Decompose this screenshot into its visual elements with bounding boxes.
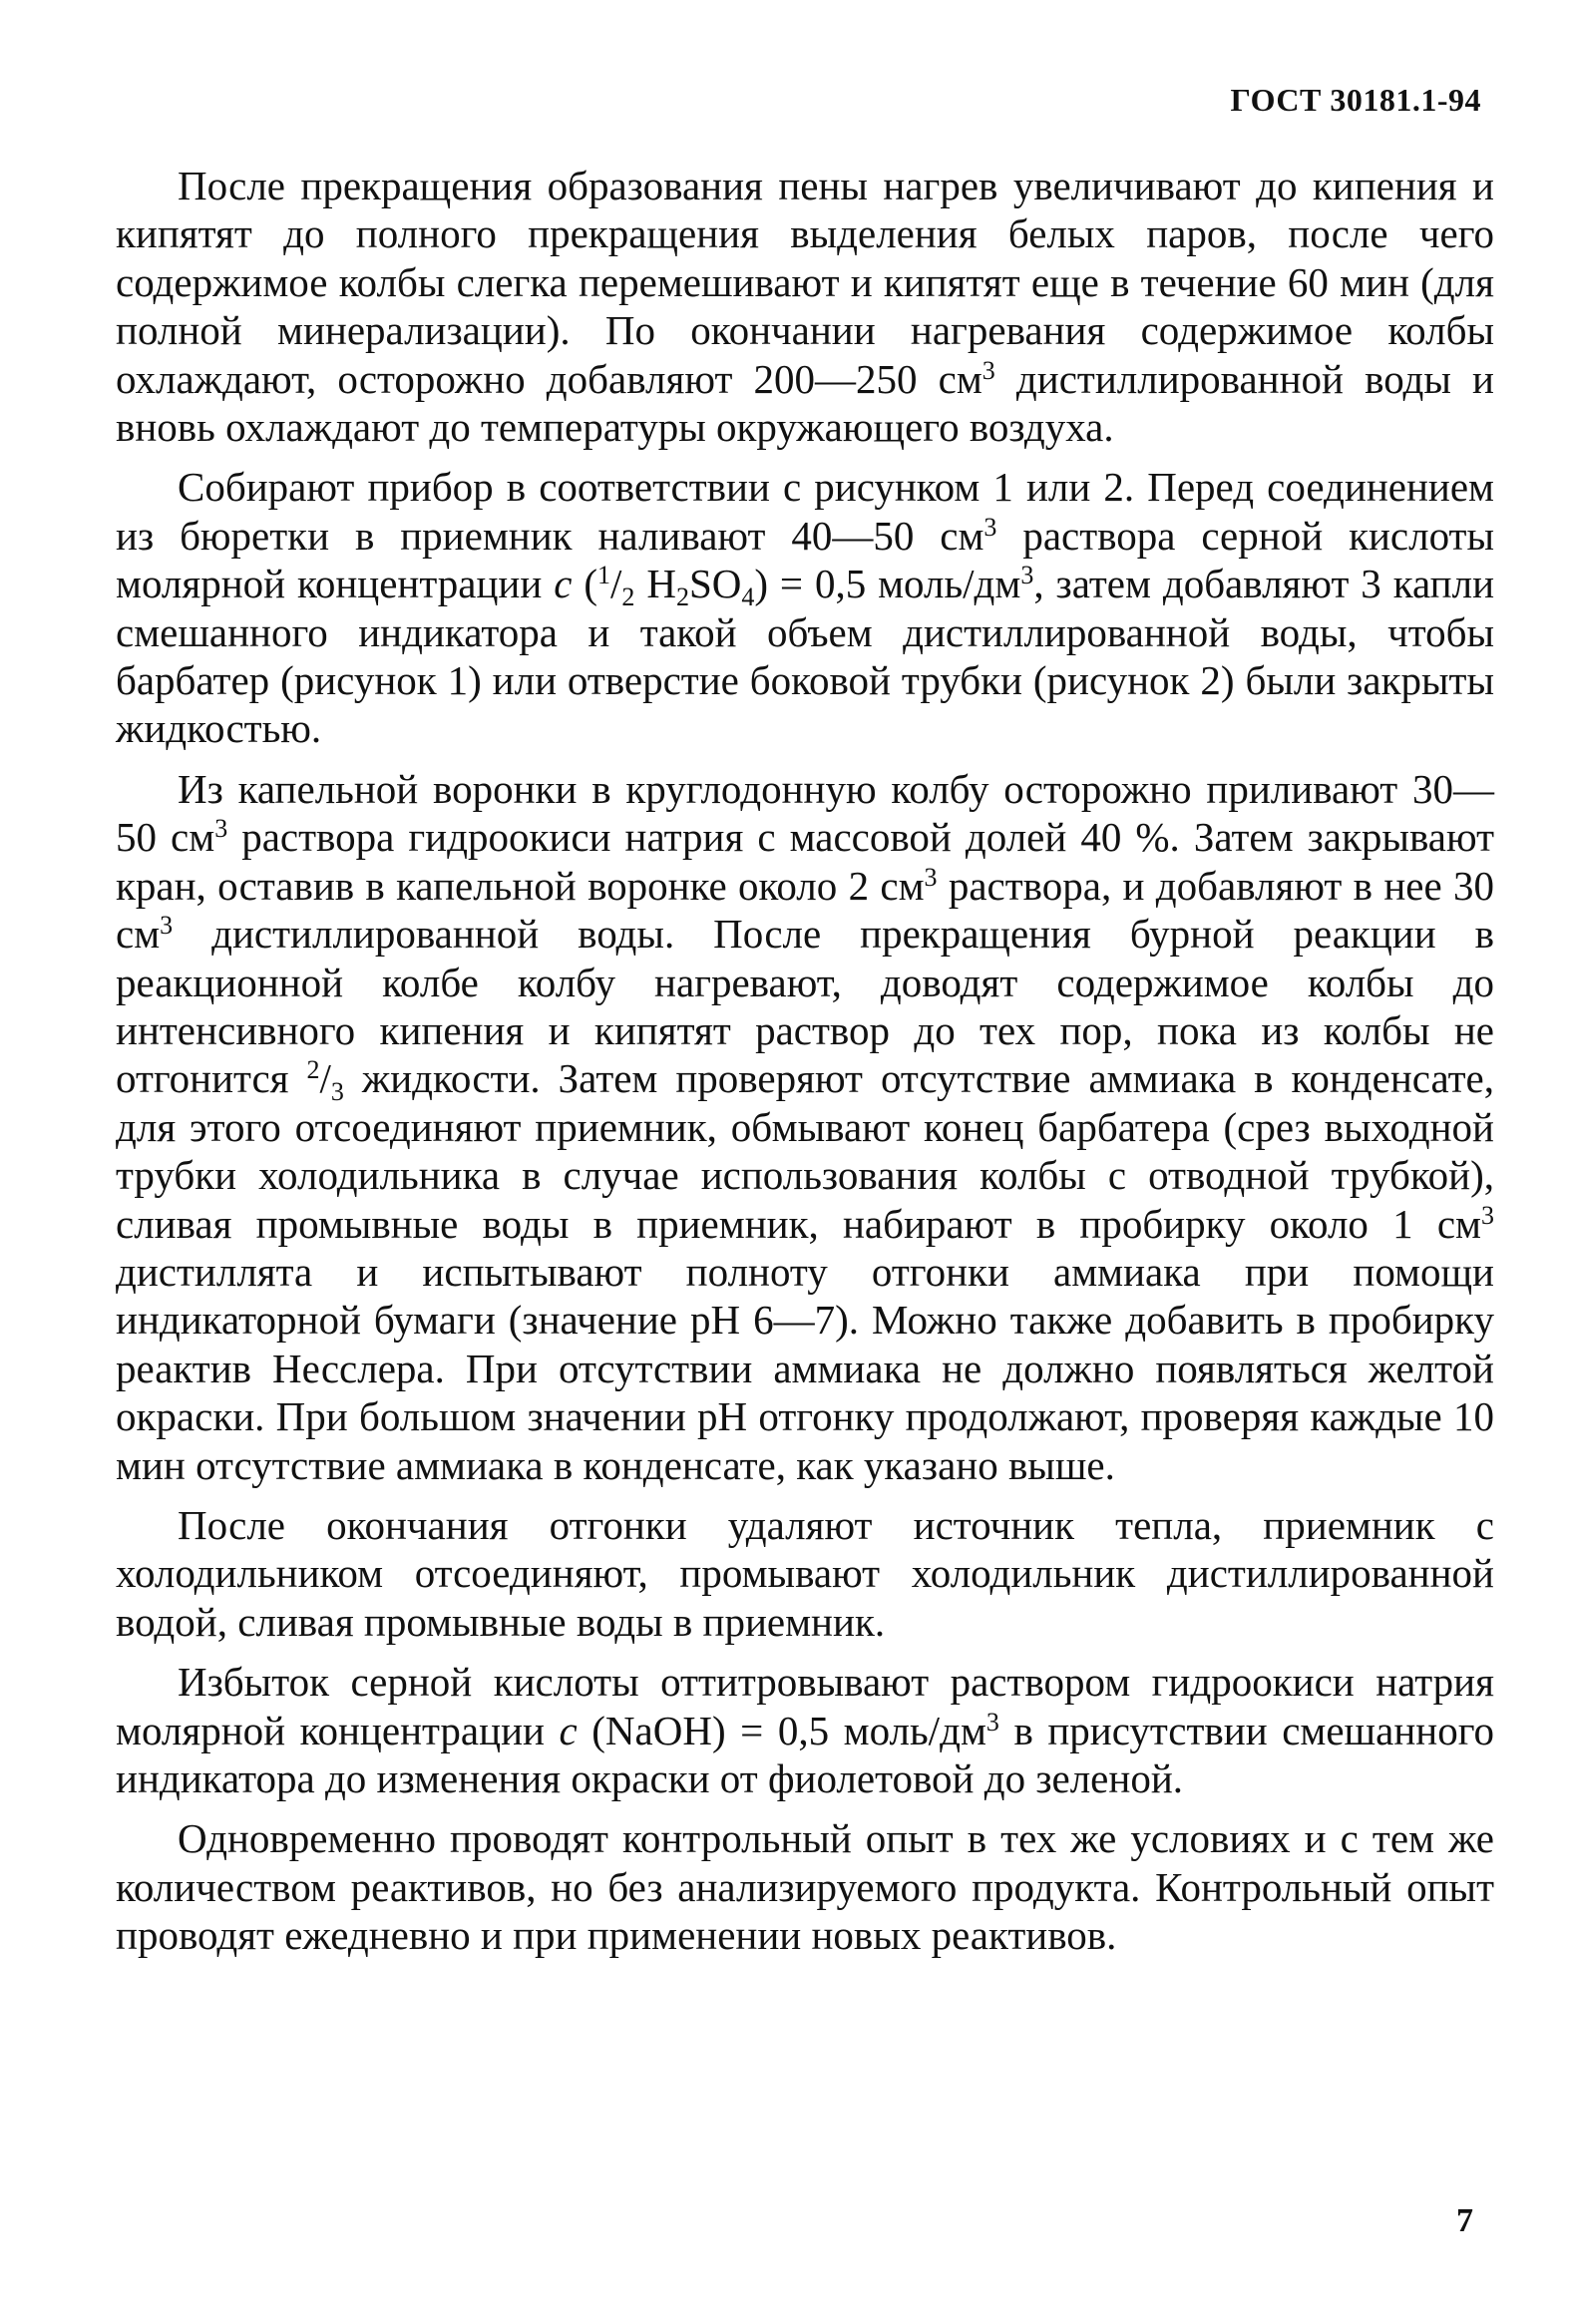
paragraph-apparatus-setup: Собирают прибор в соответствии с рисунком 1 или 2. Перед соединением из бюретки в приемник наливают 40—50 $см^3$ раствора серной кислоты молярной концентрации c ($^1/_2$ $H_2SO_4) = 0,5$ моль/$дм^3$, затем добавляют 3 капли смешанного индикатора и такой объем дистиллированной воды, чтобы барбатер (рисунок 1) или отверстие боковой трубки (рисунок 2) были закрыты жидкостью. bbox=[116, 464, 1495, 752]
document-body bbox=[116, 162, 1494, 1960]
paragraph-distillation: Из капельной воронки в круглодонную колбу осторожно приливают 30—50 $см^3$ раствора гидроокиси натрия с массовой долей 40 %. Затем закрывают кран, оставив в капельной воронке около 2 $см^3$ раствора, и добавляют в нее 30 $см^3$ дистиллированной воды. После прекращения бурной реакции в реакционной колбе колбу нагревают, доводят содержимое колбы до интенсивного кипения и кипятят раствор до тех пор, пока из колбы не отгонится $^2/_3$ жидкости. Затем проверяют отсутствие аммиака в конденсате, для этого отсоединяют приемник, обмывают конец барбатера (срез выходной трубки холодильника в случае использования колбы с отводной трубкой), сливая промывные воды в приемник, набирают в пробирку около 1 $см^3$ дистиллята и испытывают полноту отгонки аммиака при помощи индикаторной бумаги (значение pH 6—7). Можно также добавить в пробирку реактив Несслера. При отсутствии аммиака не должно появляться желтой окраски. При большом значении pH отгонку продолжают, проверяя каждые 10 мин отсутствие аммиака в конденсате, как указано выше. bbox=[116, 765, 1494, 1488]
page-number: 7 bbox=[1456, 2202, 1473, 2239]
paragraph-end-of-distillation: После окончания отгонки удаляют источник тепла, приемник с холодильником отсоединяют, промывают холодильник дистиллированной водой, сливая промывные воды в приемник. bbox=[116, 1501, 1494, 1645]
paragraph-mineralization: После прекращения образования пены нагрев увеличивают до кипения и кипятят до полного прекращения выделения белых паров, после чего содержимое колбы слегка перемешивают и кипятят еще в течение 60 мин (для полной минерализации). По окончании нагревания содержимое колбы охлаждают, осторожно добавляют 200—250 $см^3$ дистиллированной воды и вновь охлаждают до температуры окружающего воздуха. bbox=[116, 163, 1494, 451]
paragraph-control-experiment: Одновременно проводят контрольный опыт в тех же условиях и с тем же количеством реактивов, но без анализируемого продукта. Контрольный опыт проводят ежедневно и при применении новых реактивов. bbox=[116, 1815, 1494, 1959]
document-header: ГОСТ 30181.1-94 bbox=[1230, 82, 1481, 118]
paragraph-titration: Избыток серной кислоты оттитровывают раствором гидроокиси натрия молярной концентрации c (NaOH) = 0,5 моль/$дм^3$ в присутствии смешанного индикатора до изменения окраски от фиолетовой до зеленой. bbox=[116, 1659, 1495, 1801]
